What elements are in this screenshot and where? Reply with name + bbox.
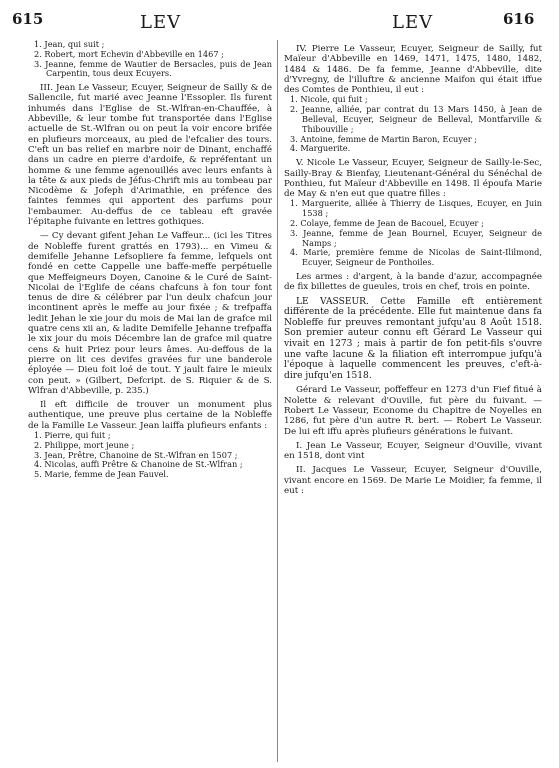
left-list-item: 2. Philippe, mort jeune ; (34, 439, 135, 450)
left-paragraph: III. Jean Le Vasseur, Ecuyer, Seigneur de Sailly & de Sallencile, fut marié avec Jeanne l'Essopler. Ils furent inhumés dans l'Eglise de St.-Wlfran-en-Chauffée, à Abbeville, & leur tombe fut transportée dans l'Eglise actuelle de St.-Wlfran ou on peut la voir encore brifée en plufieurs morceaux, au pied de l'efcalier des tours. C'eft un bas relief en marbre noir de Dinant, enchaffé dans un cadre en pierre d'ardoife, & repréfentant un homme & une femme agenouillés avec leurs enfants à la tête & aux pieds de Jéfus-Chrift mis au tombeau par Nicodème & Jofeph d'Arimathie, en préfence des faintes femmes qui apportent des parfums pour l'embaumer. Au-deffus de ce tableau eft gravée l'épitaphe fuivante en lettres gothiques. (28, 83, 272, 228)
right-paragraph: Les armes : d'argent, à la bande d'azur, accompagnée de fix billettes de gueules, trois en chef, trois en pointe. (284, 272, 542, 293)
right-column (284, 40, 542, 762)
right-list-item: 3. Jeanne, femme de Jean Bournel, Ecuyer, Seigneur de Namps ; (290, 227, 542, 248)
right-list-item: 4. Marguerite. (290, 143, 351, 154)
right-list-item: 2. Jeanne, alliée, par contrat du 13 Mars 1450, à Jean de Belleval, Ecuyer, Seigneur de Belleval, Montfarville & Thibouville ; (290, 104, 542, 134)
left-paragraph: — Cy devant gifent Jehan Le Vaffeur... (ici les Titres de Nobleffe furent grattés en 1793)... en Vimeu & demifelle Jehanne Lefsopliere fa femme, lefquels ont fondé en cette Cappelle une baffe-meffe perpétuelle que Meffeigneurs Doyen, Canoine & le Curé de Saint-Nicolai de l'Eglife de céans chafcuns à fon tour font tenus de dire & célébrer par l'un deulx chafcun jour incontinent après le meffe au jour fixée ; & trefpaffa ledit Jehan le xie jour du mois de Mai lan de grafce mil quatre cens xii an, & ladite Demifelle Jehanne trefpaffa le xix jour du mois Décembre lan de grafce mil quatre cens & huit Priez pour leurs âmes. Au-deffous de la pierre on lit ces devifes gravées fur une banderole éployée — Dieu foit loé de tout. Y jault faire le mieulx con peut. » (Gilbert, Defcript. de S. Riquier & de S. Wlfran d'Abbeville, p. 235.) (28, 231, 272, 396)
right-paragraph: I. Jean Le Vasseur, Ecuyer, Seigneur d'Ouville, vivant en 1518, dont vint (284, 440, 542, 462)
right-paragraph: V. Nicole Le Vasseur, Ecuyer, Seigneur de Sailly-le-Sec, Sailly-Bray & Bienfay, Lieutenant-Général du Sénéchal de Ponthieu, fut Maïeur d'Abbeville en 1498. Il époufa Marie de May & n'en eut que quatre filles : (284, 158, 542, 200)
right-list-item: 2. Colaye, femme de Jean de Bacouel, Ecuyer ; (290, 218, 484, 229)
column-divider (277, 40, 278, 762)
left-list-item: 2. Robert, mort Echevin d'Abbeville en 1467 ; (34, 48, 224, 59)
left-page-number: 615 (12, 10, 44, 28)
right-list-item: 1. Nicole, qui fuit ; (290, 94, 368, 105)
left-list-item: 1. Pierre, qui fuit ; (34, 429, 111, 440)
page-header (0, 10, 559, 40)
left-column (28, 40, 272, 762)
right-paragraph: IV. Pierre Le Vasseur, Ecuyer, Seigneur de Sailly, fut Maïeur d'Abbeville en 1469, 1471, 1475, 1480, 1482, 1484 & 1486. De fa femme, Jeanne d'Abbeville, dite d'Yvregny, de l'illuftre & ancienne Maifon qui était iffue des Comtes de Ponthieu, il eut : (284, 44, 542, 96)
right-paragraph: II. Jacques Le Vasseur, Ecuyer, Seigneur d'Ouville, vivant encore en 1569. De Marie Le Moidier, fa femme, il eut : (284, 465, 542, 497)
left-list-item: 3. Jeanne, femme de Wautier de Bersacles, puis de Jean Carpentin, tous deux Ecuyers. (34, 58, 272, 79)
right-page-number: 616 (503, 10, 535, 28)
left-paragraph: Il eft difficile de trouver un monument plus authentique, une preuve plus certaine de la Nobleffe de la Famille Le Vasseur. Jean laiffa plufieurs enfants : (28, 400, 272, 431)
right-section-lead: LE VASSEUR. Cette Famille eft entièrement différente de la précédente. Elle fut maintenue dans fa Nobleffe fur preuves remontant jufqu'au 8 Août 1518. Son premier auteur connu eft Gérard Le Vasseur qui vivait en 1273 ; mais à partir de fon petit-fils s'ouvre une vafte lacune & la filiation eft interrompue jufqu'à l'époque à laquelle commencent les preuves, c'eft-à-dire jufqu'en 1518. (284, 296, 542, 381)
right-list-item: 3. Antoine, femme de Martin Baron, Ecuyer ; (290, 133, 478, 144)
left-list-item: 3. Jean, Prêtre, Chanoine de St.-Wlfran en 1507 ; (34, 449, 238, 460)
left-list-item: 5. Marie, femme de Jean Fauvel. (34, 469, 169, 480)
right-list-item: 4. Marie, première femme de Nicolas de Saint-Ililmond, Ecuyer, Seigneur de Ponthoiles. (290, 247, 542, 268)
right-list-item: 1. Marguerite, alliée à Thierry de Lisques, Ecuyer, en Juin 1538 ; (290, 198, 542, 219)
left-list-item: 4. Nicolas, auffi Prêtre & Chanoine de St.-Wlfran ; (34, 459, 243, 470)
right-running-head: LEV (392, 12, 434, 33)
left-running-head: LEV (140, 12, 182, 33)
right-paragraph: Gérard Le Vasseur, poffeffeur en 1273 d'un Fief fitué à Nolette & relevant d'Ouville, fut père du fuivant. — Robert Le Vasseur, Econome du Chapitre de Noyelles en 1286, fut père d'un autre R. bert. — Robert Le Vasseur. De lui eft iffu après plufieurs générations le fuivant. (284, 385, 542, 437)
left-list-item: 1. Jean, qui suit ; (34, 40, 105, 49)
